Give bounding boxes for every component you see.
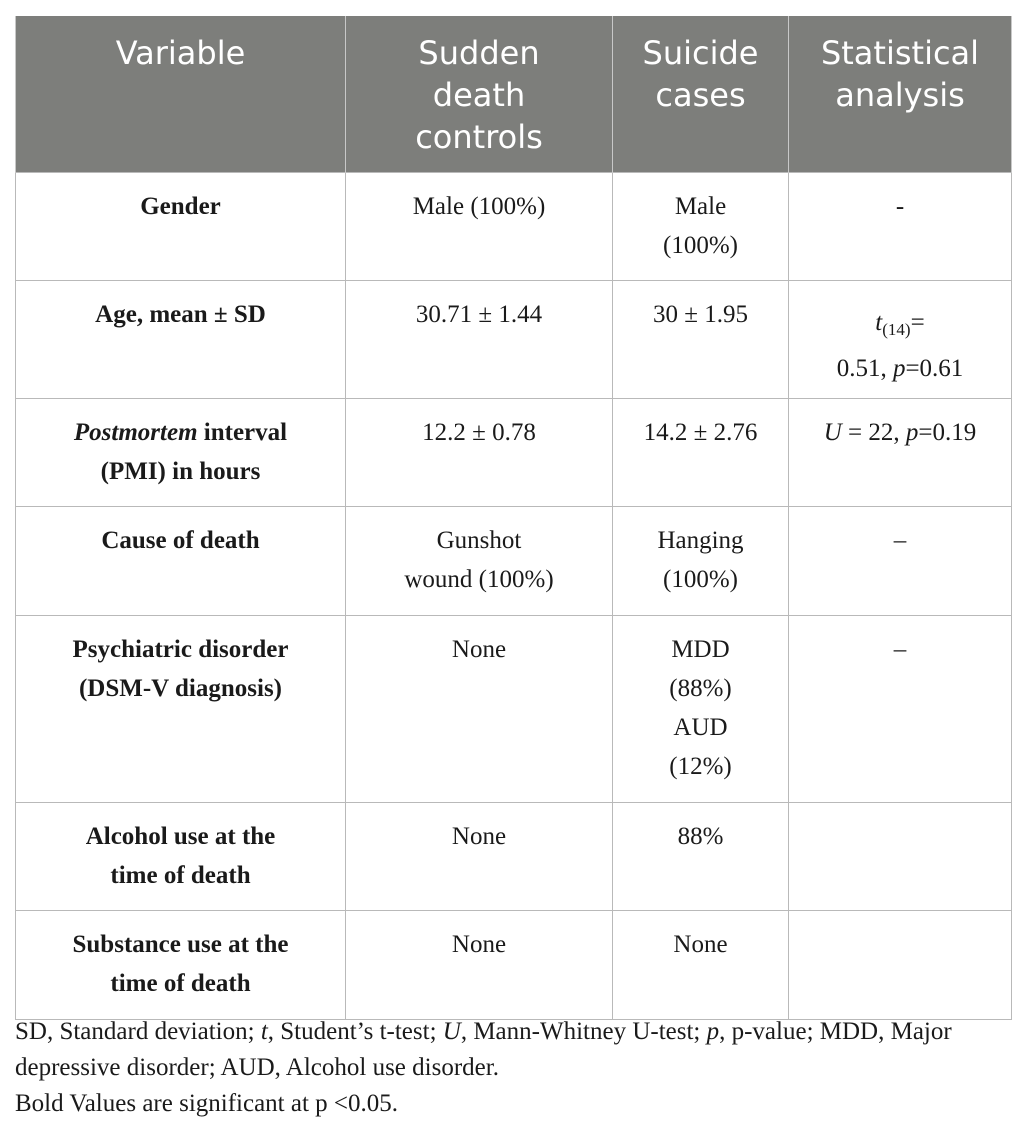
cell-statistics xyxy=(789,911,1012,1020)
cell-text: Alcohol use at the xyxy=(85,823,276,850)
table-body xyxy=(16,173,1012,1020)
header-row xyxy=(16,16,1012,173)
stat-p-value: =0.61 xyxy=(905,355,964,382)
cell-statistics xyxy=(789,803,1012,911)
header-suicide: Suicide cases xyxy=(613,16,789,173)
table-row xyxy=(16,911,1012,1020)
cell-statistics: – xyxy=(789,507,1012,616)
cell-controls: 12.2 ± 0.78 xyxy=(346,399,613,507)
cell-text-italic: Postmortem xyxy=(73,419,198,446)
stat-symbol-p: p xyxy=(905,419,919,446)
cell-text: time of death xyxy=(110,862,251,889)
cell-suicide xyxy=(613,507,789,616)
stat-p-value: =0.19 xyxy=(918,419,977,446)
cell-text: wound (100%) xyxy=(404,566,554,593)
cell-text: time of death xyxy=(110,970,251,997)
footnote-significance: Bold Values are significant at p <0.05. xyxy=(15,1090,399,1117)
cell-text: MDD xyxy=(671,636,730,663)
cell-text: (100%) xyxy=(663,566,738,593)
cell-controls: None xyxy=(346,911,613,1020)
footnote-text: , p-value; MDD, Major depressive disorder; AUD, Alcohol use disorder. xyxy=(15,1018,952,1081)
cell-text: Male xyxy=(674,193,727,220)
footnote-symbol-t: t xyxy=(260,1018,268,1045)
header-controls: Sudden death controls xyxy=(346,16,613,173)
table-footnote xyxy=(15,1014,1015,1122)
cell-controls: None xyxy=(346,803,613,911)
stat-symbol-t: t xyxy=(875,309,883,336)
cell-text: (88%) xyxy=(669,675,732,702)
cell-text: Substance use at the xyxy=(72,931,289,958)
cell-variable xyxy=(16,911,346,1020)
cell-text: (12%) xyxy=(669,753,732,780)
cell-variable: Cause of death xyxy=(16,507,346,616)
data-table xyxy=(15,16,1012,1020)
stat-equals: = xyxy=(910,309,925,336)
cell-text: Psychiatric disorder xyxy=(72,636,289,663)
cell-statistics xyxy=(789,399,1012,507)
footnote-text: , Student’s t-test; xyxy=(267,1018,443,1045)
cell-statistics: - xyxy=(789,173,1012,281)
cell-text: Hanging xyxy=(657,527,744,554)
cell-suicide: 14.2 ± 2.76 xyxy=(613,399,789,507)
table-row xyxy=(16,616,1012,803)
stat-symbol-u: U xyxy=(823,419,842,446)
cell-variable xyxy=(16,803,346,911)
cell-text: (DSM-V diagnosis) xyxy=(78,675,283,702)
cell-controls: 30.71 ± 1.44 xyxy=(346,281,613,399)
table-row xyxy=(16,399,1012,507)
footnote-symbol-p: p xyxy=(706,1018,720,1045)
cell-statistics: – xyxy=(789,616,1012,803)
stat-degrees-freedom: (14) xyxy=(882,320,911,339)
cell-text: (100%) xyxy=(663,232,738,259)
cell-controls xyxy=(346,507,613,616)
footnote-symbol-u: U xyxy=(442,1018,461,1045)
cell-controls: None xyxy=(346,616,613,803)
stat-value: 0.51, xyxy=(836,355,893,382)
cell-text: Gunshot xyxy=(436,527,522,554)
cell-suicide: None xyxy=(613,911,789,1020)
stat-value: = 22, xyxy=(841,419,906,446)
cell-variable xyxy=(16,399,346,507)
table-row xyxy=(16,173,1012,281)
cell-text: interval xyxy=(197,419,288,446)
stat-symbol-p: p xyxy=(892,355,906,382)
table-row xyxy=(16,281,1012,399)
cell-suicide: 88% xyxy=(613,803,789,911)
footnote-abbreviations xyxy=(15,1014,1015,1086)
cell-variable xyxy=(16,616,346,803)
cell-suicide: 30 ± 1.95 xyxy=(613,281,789,399)
cell-variable: Gender xyxy=(16,173,346,281)
table-header xyxy=(16,16,1012,173)
cell-variable: Age, mean ± SD xyxy=(16,281,346,399)
table-row xyxy=(16,507,1012,616)
table-row xyxy=(16,803,1012,911)
cell-text: (PMI) in hours xyxy=(100,458,261,485)
cell-text: AUD xyxy=(673,714,728,741)
data-table-container xyxy=(15,16,1011,1020)
cell-controls: Male (100%) xyxy=(346,173,613,281)
cell-statistics xyxy=(789,281,1012,399)
cell-suicide xyxy=(613,616,789,803)
cell-suicide xyxy=(613,173,789,281)
header-statistics: Statistical analysis xyxy=(789,16,1012,173)
header-variable: Variable xyxy=(16,16,346,173)
footnote-text: , Mann-Whitney U-test; xyxy=(460,1018,707,1045)
footnote-text: SD, Standard deviation; xyxy=(15,1018,261,1045)
